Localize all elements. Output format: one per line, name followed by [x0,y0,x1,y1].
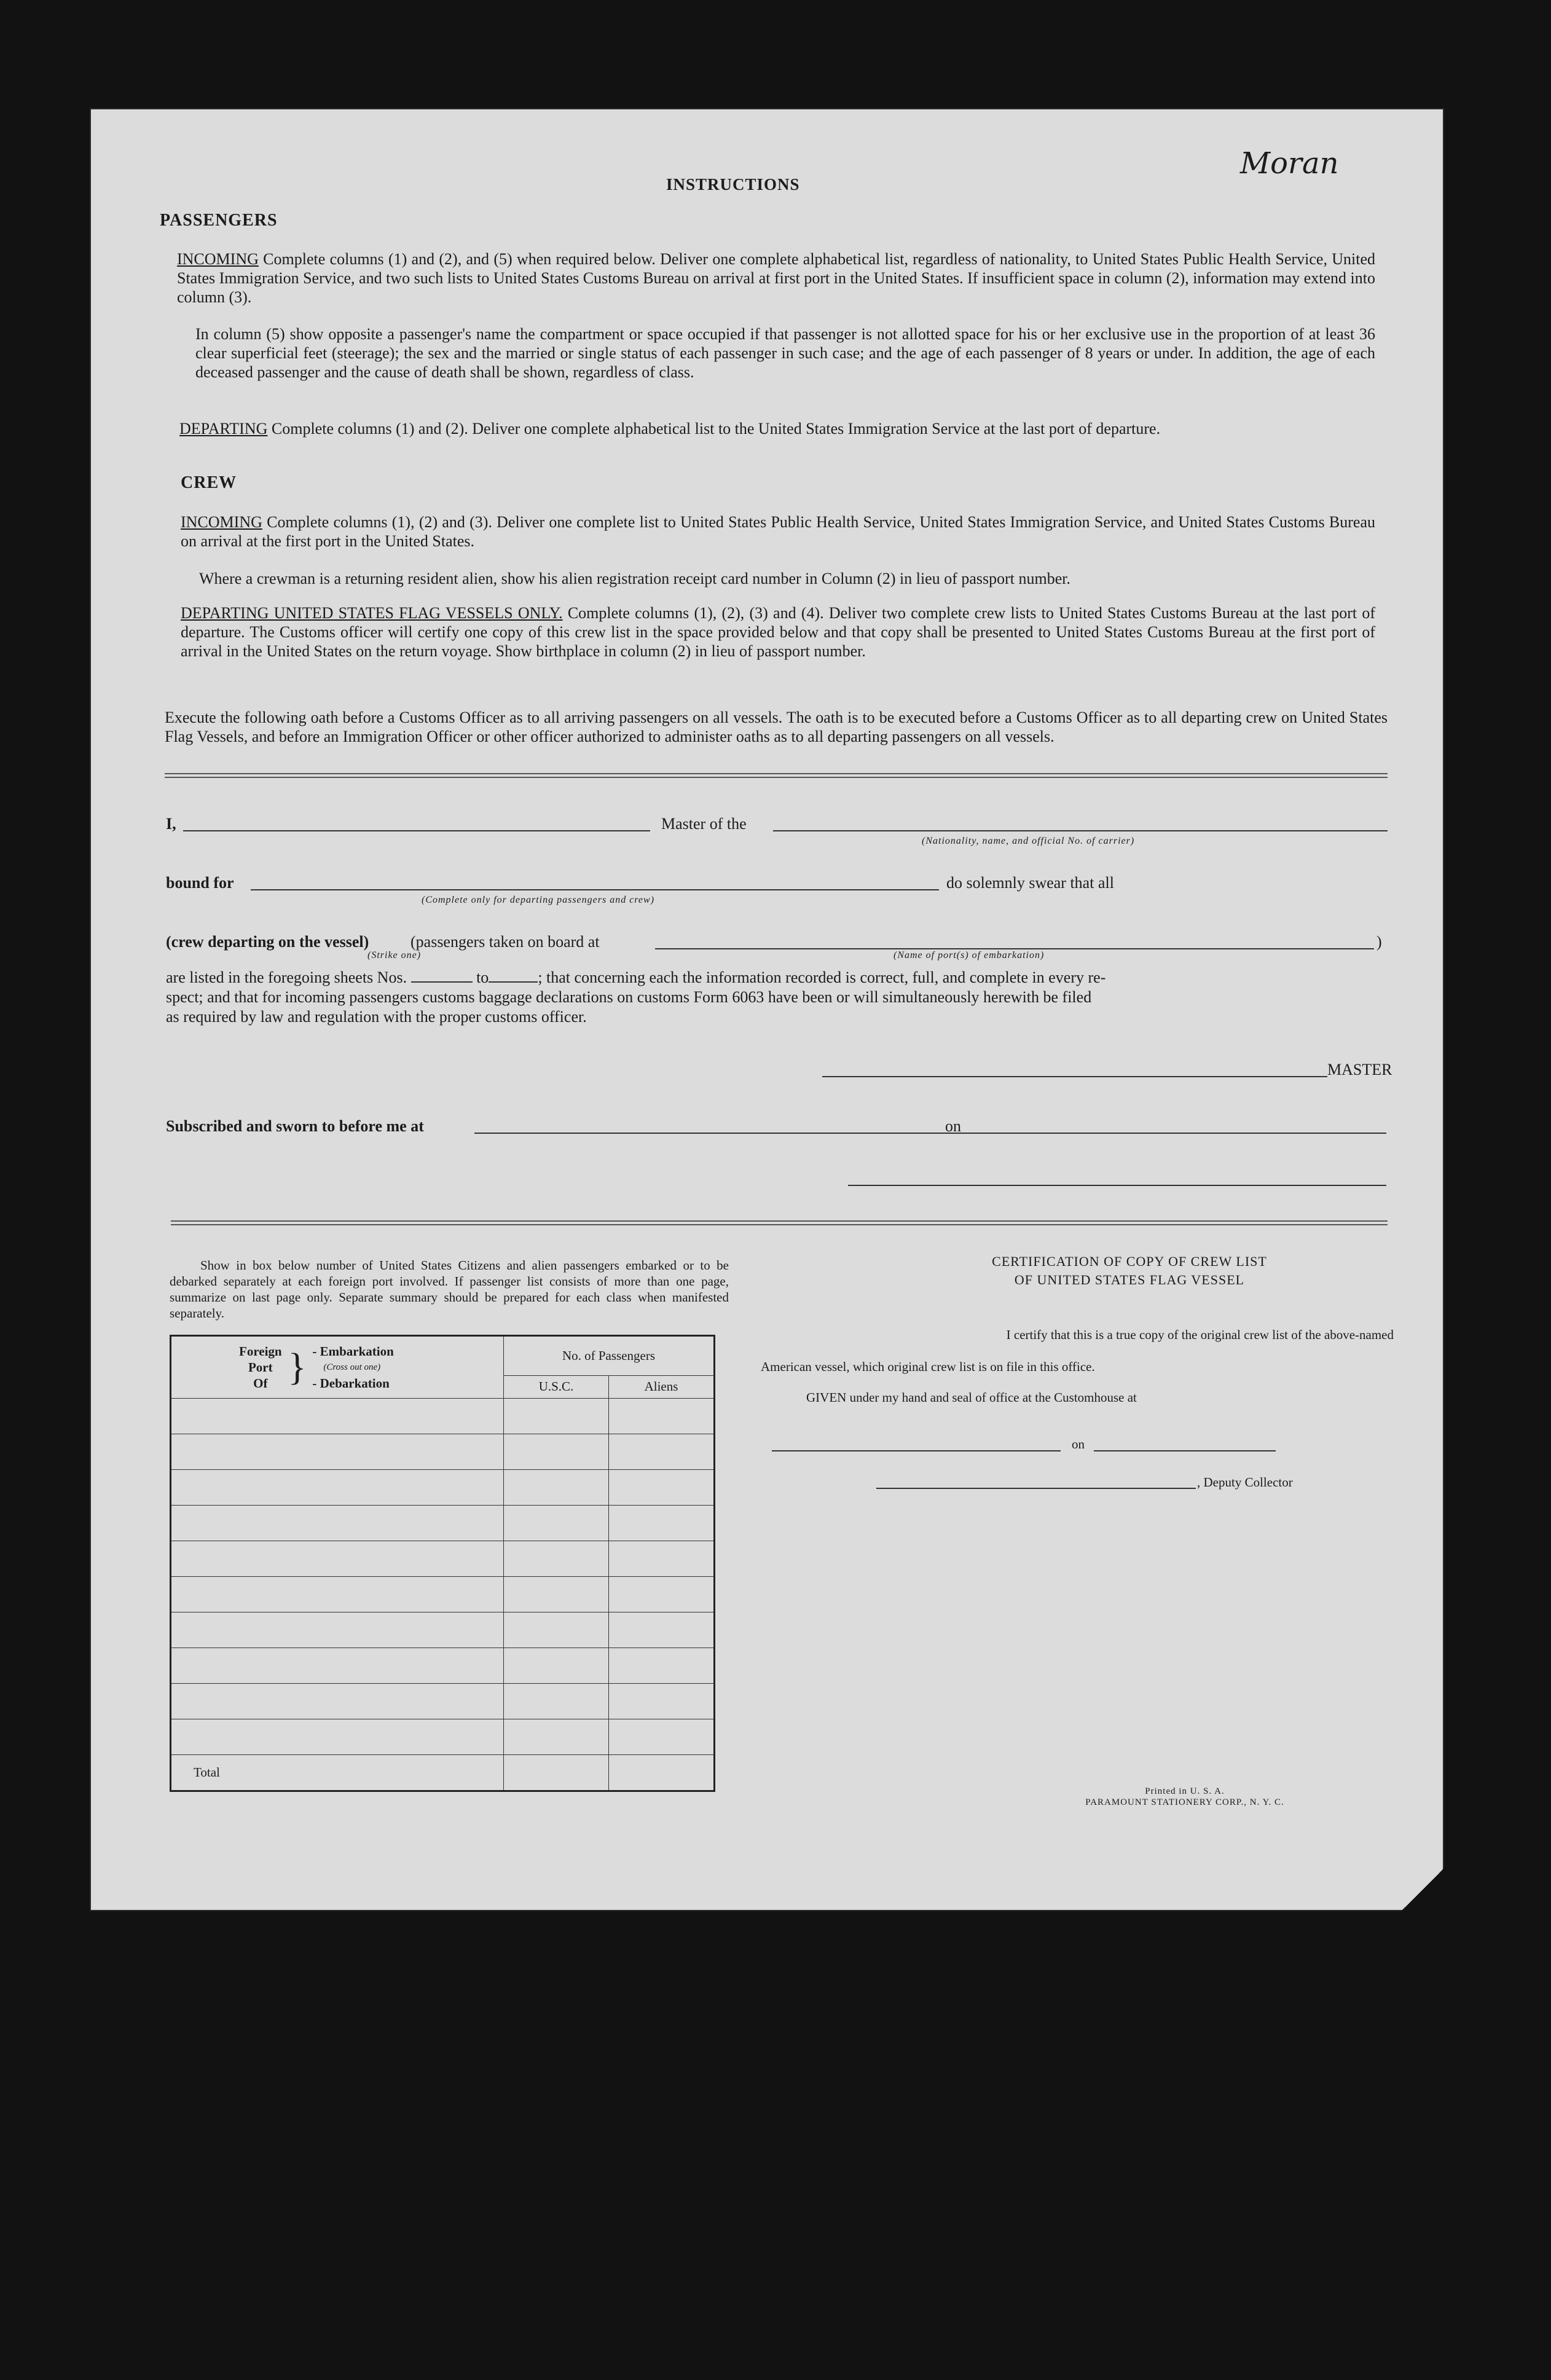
sheet-to-field[interactable] [489,981,538,983]
certification-line-3: GIVEN under my hand and seal of office at the Customhouse at [806,1390,1137,1405]
port-caption: (Name of port(s) of embarkation) [893,950,1045,960]
passengers-incoming-label: INCOMING [177,250,259,268]
usc-cell[interactable] [504,1434,609,1470]
table-row [171,1719,715,1755]
column5-paragraph: In column (5) show opposite a passenger's name the compartment or space occupied if that passenger is not allotted space for his or her exclusive use in the proportion of at least 36 clear superficial feet (steerage); the sex and the married or single status of each passenger in such case; and the age of each passenger of 8 years or under. In addition, the age of each deceased passenger and the cause of death shall be shown, regardless of class. [195,325,1375,381]
handwritten-annotation: Moran [1240,146,1339,181]
usc-cell[interactable] [504,1612,609,1648]
certification-title [853,1252,1406,1289]
port-cell[interactable] [171,1719,504,1755]
passengers-incoming-text: Complete columns (1) and (2), and (5) when required below. Deliver one complete alphabetical list, regardless of nationality, to United States Public Health Service, United States Immigration Service, and two such lists to United States Customs Bureau on arrival at first port in the United States. If insufficient space in column (2), information may extend into column (3). [177,250,1375,306]
certification-title-2: OF UNITED STATES FLAG VESSEL [1014,1272,1245,1287]
embarkation-option: - Embarkation [312,1344,394,1359]
officer-signature-line[interactable] [848,1185,1386,1186]
table-row [171,1648,715,1684]
swear-text: do solemnly swear that all [946,874,1114,892]
aliens-cell[interactable] [609,1648,715,1684]
strike-one-caption: (Strike one) [367,950,422,960]
certification-line-1: I certify that this is a true copy of the original crew list of the above-named [1006,1327,1394,1342]
crew-resident-paragraph: Where a crewman is a returning resident alien, show his alien registration receipt card number in Column (2) in lieu of passport number. [199,570,1071,587]
passengers-departing-text: Complete columns (1) and (2). Deliver one complete alphabetical list to the United States Immigration Service at the last port of departure. [267,420,1161,438]
oath-line-3: as required by law and regulation with the proper customs officer. [166,1008,587,1026]
foreign-label: Foreign [239,1344,282,1359]
aliens-cell[interactable] [609,1577,715,1612]
crew-incoming-text: Complete columns (1), (2) and (3). Deliver one complete list to United States Public Health Service, United States Immigration Service, and United States Customs Bureau on arrival at the first port in the United States. [181,513,1375,550]
table-row [171,1434,715,1470]
table-row [171,1470,715,1506]
deputy-collector-label: , Deputy Collector [1197,1475,1293,1490]
usc-cell[interactable] [504,1470,609,1506]
crew-incoming-label: INCOMING [181,513,262,531]
sworn-place-line[interactable] [474,1133,1027,1134]
aliens-cell[interactable] [609,1612,715,1648]
passengers-departing-label: DEPARTING [179,420,268,438]
passengers-heading: PASSENGERS [160,211,278,230]
port-cell[interactable] [171,1399,504,1434]
table-row [171,1577,715,1612]
close-paren: ) [1376,933,1382,951]
usc-cell[interactable] [504,1541,609,1577]
table-row [171,1684,715,1719]
passengers-departing-paragraph [179,419,1375,438]
listed-line [166,968,1389,987]
aliens-cell[interactable] [609,1541,715,1577]
master-signature-line[interactable] [822,1076,1327,1077]
form-sheet [91,109,1443,1910]
certification-title-1: CERTIFICATION OF COPY OF CREW LIST [992,1254,1267,1269]
crew-departing-option: (crew departing on the vessel) [166,933,369,951]
of-label: Of [253,1376,268,1391]
listed-text-b: to [476,968,489,986]
table-row [171,1399,715,1434]
port-cell[interactable] [171,1577,504,1612]
usc-cell[interactable] [504,1648,609,1684]
nationality-caption: (Nationality, name, and official No. of carrier) [922,836,1135,846]
oath-line-2: spect; and that for incoming passengers customs baggage declarations on customs Form 6063 have been or will simultaneously herewith be filed [166,988,1092,1006]
port-cell[interactable] [171,1541,504,1577]
certification-line-2: American vessel, which original crew list is on file in this office. [761,1359,1095,1374]
certification-date-line[interactable] [1094,1450,1276,1451]
port-cell[interactable] [171,1612,504,1648]
aliens-cell[interactable] [609,1719,715,1755]
complete-only-caption: (Complete only for departing passengers and crew) [422,895,655,905]
page-title: INSTRUCTIONS [666,175,800,194]
printer-line-2: PARAMOUNT STATIONERY CORP., N. Y. C. [1085,1797,1284,1807]
crew-flag-text: Complete columns (1), (2), (3) and (4). Deliver two complete crew lists to United States Customs Bureau at the last port of departure. The Customs officer will certify one copy of this crew list in the space provided below and that copy shall be presented to United States Customs Bureau at the first port of arrival in the United States on the return voyage. Show birthplace in column (2) in lieu of passport number. [181,604,1375,660]
port-cell[interactable] [171,1684,504,1719]
aliens-cell[interactable] [609,1434,715,1470]
usc-header: U.S.C. [504,1375,609,1398]
deputy-signature-line[interactable] [876,1488,1196,1489]
certification-on-label: on [1072,1437,1085,1451]
port-header-cell [171,1336,504,1399]
divider [171,1220,1388,1225]
crew-flag-paragraph [181,603,1375,661]
divider [165,773,1388,778]
port-cell[interactable] [171,1434,504,1470]
usc-cell[interactable] [504,1684,609,1719]
master-of-label: Master of the [661,815,747,833]
table-row [171,1506,715,1541]
total-aliens-cell[interactable] [609,1755,715,1791]
table-row [171,1541,715,1577]
crew-flag-label: DEPARTING UNITED STATES FLAG VESSELS ONLY. [181,604,563,622]
sworn-on-label: on [945,1117,961,1135]
port-cell[interactable] [171,1648,504,1684]
port-label: Port [248,1360,273,1375]
oath-i: I, [166,815,176,833]
passenger-summary-table [170,1335,715,1792]
printer-line-1: Printed in U. S. A. [1145,1786,1225,1796]
cross-out-caption: (Cross out one) [323,1362,381,1372]
master-label: MASTER [1327,1061,1392,1078]
no-passengers-header: No. of Passengers [504,1336,715,1376]
embarkation-port-line[interactable] [655,948,1374,949]
oath-instructions: Execute the following oath before a Customs Officer as to all arriving passengers on all vessels. The oath is to be executed before a Customs Officer as to all departing crew on United States Flag Vessels, and before an Immigration Officer or other officer authorized to administer oaths as to all departing passengers on all vessels. [165,709,1388,745]
crew-incoming-paragraph [181,513,1375,551]
total-label: Total [171,1755,504,1791]
aliens-cell[interactable] [609,1506,715,1541]
bound-for-line[interactable] [251,889,939,890]
passengers-taken-option: (passengers taken on board at [410,933,600,951]
port-cell[interactable] [171,1506,504,1541]
debarkation-option: - Debarkation [312,1376,390,1391]
usc-cell[interactable] [504,1577,609,1612]
usc-cell[interactable] [504,1506,609,1541]
customhouse-line[interactable] [772,1450,1061,1451]
carrier-line[interactable] [773,830,1388,831]
name-line[interactable] [183,830,650,831]
port-cell[interactable] [171,1470,504,1506]
usc-cell[interactable] [504,1399,609,1434]
passengers-incoming-paragraph [177,249,1375,307]
sheet-from-field[interactable] [411,981,473,983]
bound-for-label: bound for [166,874,234,892]
table-row [171,1612,715,1648]
crew-heading: CREW [181,473,237,492]
aliens-header: Aliens [609,1375,715,1398]
sworn-date-line[interactable] [971,1133,1386,1134]
brace-glyph: } [288,1346,307,1388]
aliens-cell[interactable] [609,1684,715,1719]
total-usc-cell[interactable] [504,1755,609,1791]
listed-text-c: ; that concerning each the information recorded is correct, full, and complete in every re- [538,968,1106,986]
listed-text-a: are listed in the foregoing sheets Nos. [166,968,407,986]
summary-instructions: Show in box below number of United States Citizens and alien passengers embarked or to be debarked separately at each foreign port involved. If passenger list consists of more than one page, summarize on last page only. Separate summary should be prepared for each class when manifested separately. [170,1258,729,1321]
aliens-cell[interactable] [609,1399,715,1434]
printer-imprint [1013,1786,1357,1808]
aliens-cell[interactable] [609,1470,715,1506]
table-body [171,1399,715,1755]
usc-cell[interactable] [504,1719,609,1755]
subscribed-label: Subscribed and sworn to before me at [166,1117,424,1135]
